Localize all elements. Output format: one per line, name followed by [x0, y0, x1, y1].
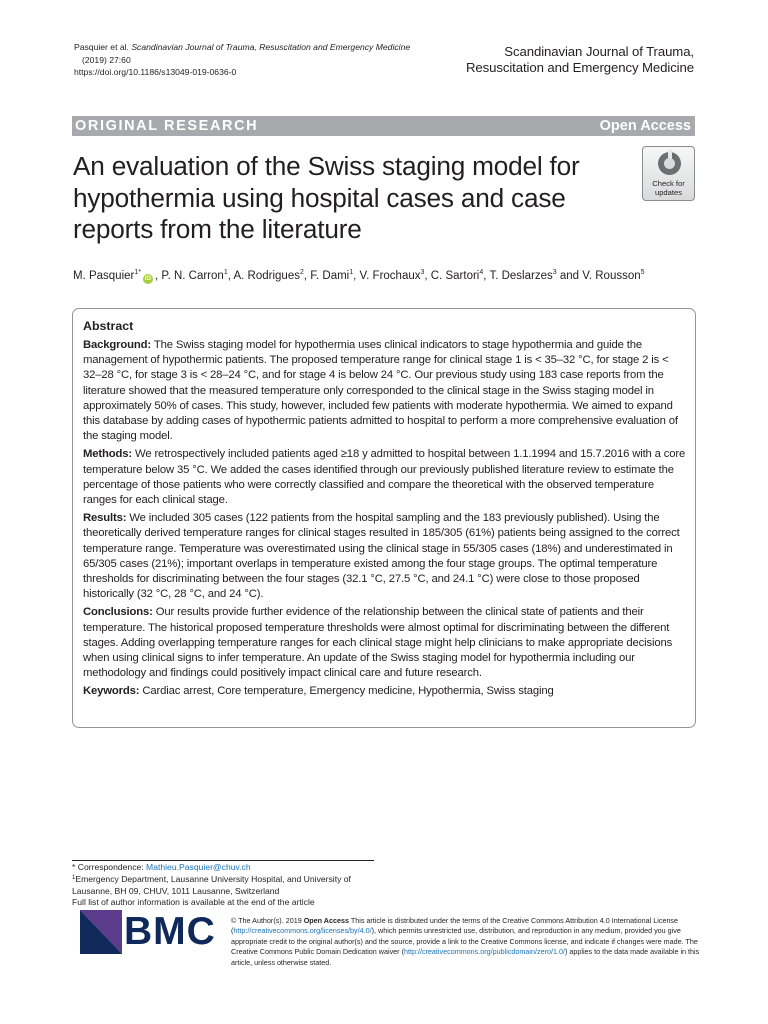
author-affiliation-sup: 1*: [134, 269, 141, 276]
badge-line-2: updates: [654, 187, 683, 197]
journal-name: [466, 44, 694, 76]
check-for-updates-badge[interactable]: [642, 146, 695, 201]
abstract-box: [72, 308, 696, 728]
background-text: The Swiss staging model for hypothermia uses clinical indicators to stage hypothermia and guide the management of hypothermic patients. The proposed temperature range for clinical stage 1 is < 35–32 °C, for stage 2 is < 32–28 °C, for stage 3 is < 28–24 °C, and for stage 4 is below 24 °C. Our previous study using 183 case reports from the literature showed that the measured temperature only corresponded to the clinical stage in the Swiss staging model in approximately 50% of cases. This study, however, included few patients with moderate hypothermia. We aimed to expand this database by adding cases of hypothermic patients admitted to hospital to perform a more comprehensive evaluation of the staging model.: [83, 339, 678, 443]
abstract-conclusions: [83, 605, 687, 681]
methods-text: We retrospectively included patients aged ≥18 y admitted to hospital between 1.1.1994 and 15.7.2016 with a core temperature below 35 °C. We added the cases identified through our previously published literature review to estimate the percentage of those patients who were correctly classified and compare the theoretical with the observed temperature ranges for each clinical stage.: [83, 448, 686, 507]
conclusions-label: Conclusions:: [83, 606, 153, 619]
journal-name-line-2: Resuscitation and Emergency Medicine: [465, 60, 694, 75]
author-affiliation-sup: 4: [479, 269, 484, 276]
author-affiliation-sup: 3: [552, 269, 557, 276]
author-affiliation-sup: 3: [420, 269, 425, 276]
affiliation-text: Emergency Department, Lausanne University Hospital, and University of Lausanne, BH 09, CHUV, 1011 Lausanne, Switzerland: [72, 874, 351, 896]
author-name: V. Rousson: [582, 270, 641, 282]
cc-zero-license-link[interactable]: http://creativecommons.org/publicdomain/zero/1.0/: [403, 947, 565, 957]
citation-block: [74, 41, 410, 79]
article-type: ORIGINAL RESEARCH: [75, 118, 259, 134]
author-name: M. Pasquier: [73, 270, 135, 282]
results-label: Results:: [83, 512, 127, 525]
doi-link[interactable]: https://doi.org/10.1186/s13049-019-0636-0: [74, 67, 237, 78]
correspondence-email-link[interactable]: Mathieu.Pasquier@chuv.ch: [146, 862, 251, 872]
license-copyright: © The Author(s). 2019: [231, 916, 304, 925]
author-info-note: Full list of author information is available at the end of the article: [72, 897, 315, 908]
bmc-logo: [80, 910, 216, 954]
author-list: M. Pasquier$^{1*}$iD , P. N. Carron$^1$, A. Rodrigues$^2$, F. Dami$^1$, V. Frochaux$^3$, C. Sartori$^4$, T. Deslarzes$^3$ and V. Rousson$^5$: [73, 269, 645, 282]
keywords-label: Keywords:: [83, 685, 140, 698]
badge-line-1: Check for: [652, 179, 685, 188]
citation-journal: Scandinavian Journal of Trauma, Resuscitation and Emergency Medicine: [131, 42, 411, 52]
license-text-2: ), which permits unrestricted use, distribution, and reproduction in any medium, provided you give appropriate credit to the original author(s) and the source, provide a link to the Creative Commons license, and indicate if changes were made. The Creative Commons Public Domain Dedication waiver (: [231, 926, 698, 957]
keywords-text: Cardiac arrest, Core temperature, Emergency medicine, Hypothermia, Swiss staging: [142, 685, 554, 698]
author-affiliation-sup: 5: [640, 269, 645, 276]
check-for-updates-icon: [658, 152, 681, 175]
author-name: A. Rodrigues: [233, 270, 300, 282]
footnote-divider: [72, 860, 374, 861]
article-type-banner: [72, 116, 695, 136]
author-name: P. N. Carron: [161, 270, 224, 282]
conclusions-text: Our results provide further evidence of the relationship between the clinical state of patients and their temperature. The historical proposed temperature thresholds were almost optimal for discriminating between the different stages. Adding overlapping temperature ranges for each clinical stage might help clinicians to make appropriate decisions when using clinical signs to infer temperature. An update of the Swiss staging model for hypothermia including our methodology and findings could positively impact clinical care and future research.: [83, 606, 673, 680]
abstract-methods: [83, 447, 687, 508]
author-affiliation-sup: 1: [349, 269, 354, 276]
bmc-logo-mark-icon: [80, 910, 122, 954]
abstract-content: [83, 318, 687, 703]
journal-name-line-1: Scandinavian Journal of Trauma,: [504, 44, 694, 59]
author-name: C. Sartori: [430, 270, 480, 282]
citation-authors: Pasquier et al.: [74, 42, 129, 52]
correspondence-line: [72, 862, 382, 873]
open-access-label: Open Access: [599, 118, 691, 134]
orcid-icon[interactable]: iD: [144, 275, 152, 282]
citation-line-1: [74, 41, 410, 54]
license-text: [231, 916, 701, 968]
correspondence-label: * Correspondence:: [72, 862, 147, 872]
abstract-keywords: [83, 684, 687, 699]
affiliation-sup: 1: [72, 875, 76, 882]
cc-by-license-link[interactable]: http://creativecommons.org/licenses/by/4.0/: [233, 926, 372, 936]
author-name: T. Deslarzes: [489, 270, 553, 282]
results-text: We included 305 cases (122 patients from the hospital sampling and the 183 previously published). Using the theoretically derived temperature ranges for clinical stages resulted in 185/305 (61%) patients being assigned to the correct temperature range. Temperature was overestimated using the clinical stage in 55/305 cases (18%) and underestimated in 65/305 cases (21%); important overlaps in temperature existed among the four stage groups. The optimal temperature thresholds for discriminating between the four stages (32.1 °C, 27.5 °C, and 24.1 °C) were close to those proposed historically (32 °C, 28 °C, and 24 °C).: [83, 512, 680, 601]
abstract-heading: Abstract: [83, 319, 134, 333]
affiliation-line: [72, 873, 382, 897]
license-open-access: Open Access: [303, 916, 349, 925]
author-affiliation-sup: 1: [223, 269, 228, 276]
bmc-logo-text: BMC: [124, 910, 216, 953]
methods-label: Methods:: [83, 448, 133, 461]
citation-year-volume: (2019) 27:60: [82, 54, 131, 65]
footnotes: [72, 862, 382, 909]
abstract-background: [83, 338, 687, 444]
author-name: V. Frochaux: [359, 270, 421, 282]
license-text-3: ) applies to the data made available in this article, unless otherwise stated.: [231, 947, 700, 967]
abstract-results: [83, 511, 687, 602]
license-text-1: This article is distributed under the terms of the Creative Commons Attribution 4.0 International License (: [231, 916, 679, 936]
background-label: Background:: [83, 339, 152, 351]
author-name: F. Dami: [310, 270, 350, 282]
check-for-updates-text: [643, 180, 694, 197]
article-title: An evaluation of the Swiss staging model for hypothermia using hospital cases and case reports from the literature: [73, 151, 580, 244]
author-affiliation-sup: 2: [299, 269, 304, 276]
